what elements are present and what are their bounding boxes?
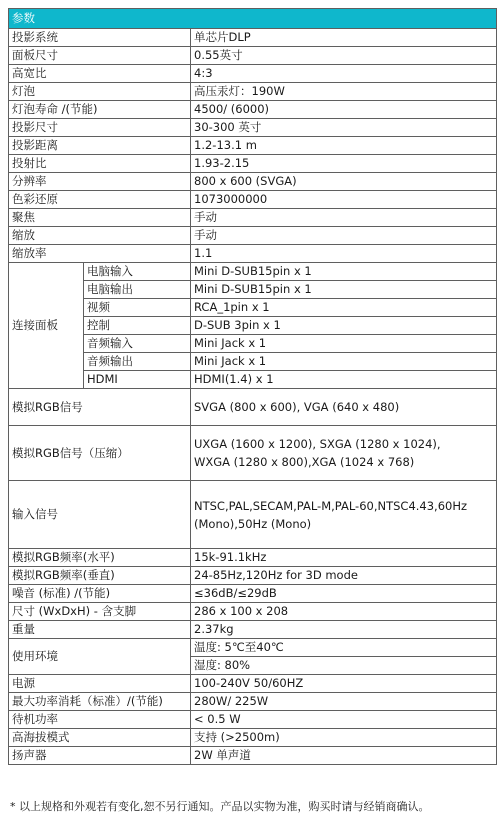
table-row: [9, 621, 497, 639]
table-row: [9, 173, 497, 191]
footnote: * 以上规格和外观若有变化,恕不另行通知。产品以实物为准，购买时请与经销商确认。: [10, 800, 430, 813]
port-value: Mini Jack x 1: [191, 353, 497, 371]
spec-label: 扬声器: [9, 747, 191, 765]
spec-label: 分辨率: [9, 173, 191, 191]
spec-label: 投射比: [9, 155, 191, 173]
spec-label: 缩放率: [9, 245, 191, 263]
spec-value: < 0.5 W: [191, 711, 497, 729]
value-line: (Mono),50Hz (Mono): [194, 516, 312, 531]
spec-label: 待机功率: [9, 711, 191, 729]
port-value: Mini D-SUB15pin x 1: [191, 281, 497, 299]
spec-label: 尺寸 (WxDxH) - 含支脚: [9, 603, 191, 621]
table-row: [9, 729, 497, 747]
spec-table: [8, 8, 497, 765]
table-row: [9, 603, 497, 621]
spec-value: 1073000000: [191, 191, 497, 209]
table-row: [9, 585, 497, 603]
spec-value: 支持 (>2500m): [191, 729, 497, 747]
spec-value: 高压汞灯：190W: [191, 83, 497, 101]
spec-label: 模拟RGB频率(水平): [9, 549, 191, 567]
spec-value: 280W/ 225W: [191, 693, 497, 711]
spec-value: 100-240V 50/60HZ: [191, 675, 497, 693]
spec-label: 缩放: [9, 227, 191, 245]
port-value: HDMI(1.4) x 1: [191, 371, 497, 389]
value-line: UXGA (1600 x 1200), SXGA (1280 x 1024),: [194, 437, 441, 451]
table-row: [9, 209, 497, 227]
spec-label: 使用环境: [9, 639, 191, 675]
spec-value: 4:3: [191, 65, 497, 83]
table-row: [9, 119, 497, 137]
spec-value: 1.1: [191, 245, 497, 263]
table-row: [9, 227, 497, 245]
port-name: 电脑输出: [84, 281, 191, 299]
port-value: RCA_1pin x 1: [191, 299, 497, 317]
table-row: [9, 29, 497, 47]
spec-label: 电源: [9, 675, 191, 693]
port-name: 视频: [84, 299, 191, 317]
port-name: 音频输出: [84, 353, 191, 371]
port-value: Mini D-SUB15pin x 1: [191, 263, 497, 281]
table-row: [9, 389, 497, 426]
connection-label: 连接面板: [9, 263, 84, 389]
port-name: 电脑输入: [84, 263, 191, 281]
spec-value: 286 x 100 x 208: [191, 603, 497, 621]
spec-value: 0.55英寸: [191, 47, 497, 65]
spec-label: 模拟RGB信号: [9, 389, 191, 426]
table-row: [9, 137, 497, 155]
spec-label: 灯泡寿命 /(节能): [9, 101, 191, 119]
spec-label: 高海拔模式: [9, 729, 191, 747]
spec-value: 1.2-13.1 m: [191, 137, 497, 155]
spec-value: [191, 426, 497, 481]
table-row: [9, 693, 497, 711]
spec-value: 2W 单声道: [191, 747, 497, 765]
spec-value: 24-85Hz,120Hz for 3D mode: [191, 567, 497, 585]
spec-value: ≤36dB/≤29dB: [191, 585, 497, 603]
header-row: [9, 9, 497, 29]
port-value: D-SUB 3pin x 1: [191, 317, 497, 335]
spec-label: 重量: [9, 621, 191, 639]
spec-label: 模拟RGB频率(垂直): [9, 567, 191, 585]
table-row: [9, 101, 497, 119]
spec-label: 投影距离: [9, 137, 191, 155]
spec-label: 投影系统: [9, 29, 191, 47]
spec-label: 高宽比: [9, 65, 191, 83]
spec-label: 输入信号: [9, 481, 191, 549]
table-row: [9, 711, 497, 729]
spec-value: 2.37kg: [191, 621, 497, 639]
spec-value: SVGA (800 x 600), VGA (640 x 480): [191, 389, 497, 426]
table-row: [9, 155, 497, 173]
spec-label: 投影尺寸: [9, 119, 191, 137]
value-line: NTSC,PAL,SECAM,PAL-M,PAL-60,NTSC4.43,60Hz: [194, 498, 468, 513]
spec-label: 噪音 (标准) /(节能): [9, 585, 191, 603]
table-row: [9, 481, 497, 549]
table-row: [9, 263, 497, 281]
spec-value: 湿度: 80%: [191, 657, 497, 675]
value-line: WXGA (1280 x 800),XGA (1024 x 768): [194, 455, 415, 469]
spec-label: 面板尺寸: [9, 47, 191, 65]
port-name: HDMI: [84, 371, 191, 389]
spec-value: 30-300 英寸: [191, 119, 497, 137]
spec-label: 聚焦: [9, 209, 191, 227]
spec-value: 温度: 5℃至40℃: [191, 639, 497, 657]
table-row: [9, 549, 497, 567]
spec-label: 模拟RGB信号（压缩）: [9, 426, 191, 481]
spec-label: 灯泡: [9, 83, 191, 101]
table-row: [9, 747, 497, 765]
spec-value: [191, 481, 497, 549]
spec-value: 15k-91.1kHz: [191, 549, 497, 567]
spec-value: 1.93-2.15: [191, 155, 497, 173]
table-row: [9, 675, 497, 693]
port-value: Mini Jack x 1: [191, 335, 497, 353]
spec-label: 最大功率消耗（标准）/(节能): [9, 693, 191, 711]
spec-value: 手动: [191, 227, 497, 245]
table-row: [9, 426, 497, 481]
spec-value: 4500/ (6000): [191, 101, 497, 119]
table-row: [9, 83, 497, 101]
table-row: [9, 245, 497, 263]
port-name: 音频输入: [84, 335, 191, 353]
table-row: [9, 639, 497, 657]
table-row: [9, 47, 497, 65]
spec-value: 单芯片DLP: [191, 29, 497, 47]
spec-value: 手动: [191, 209, 497, 227]
table-header: 参数: [9, 9, 497, 29]
table-row: [9, 191, 497, 209]
port-name: 控制: [84, 317, 191, 335]
table-row: [9, 65, 497, 83]
table-row: [9, 567, 497, 585]
spec-label: 色彩还原: [9, 191, 191, 209]
spec-value: 800 x 600 (SVGA): [191, 173, 497, 191]
